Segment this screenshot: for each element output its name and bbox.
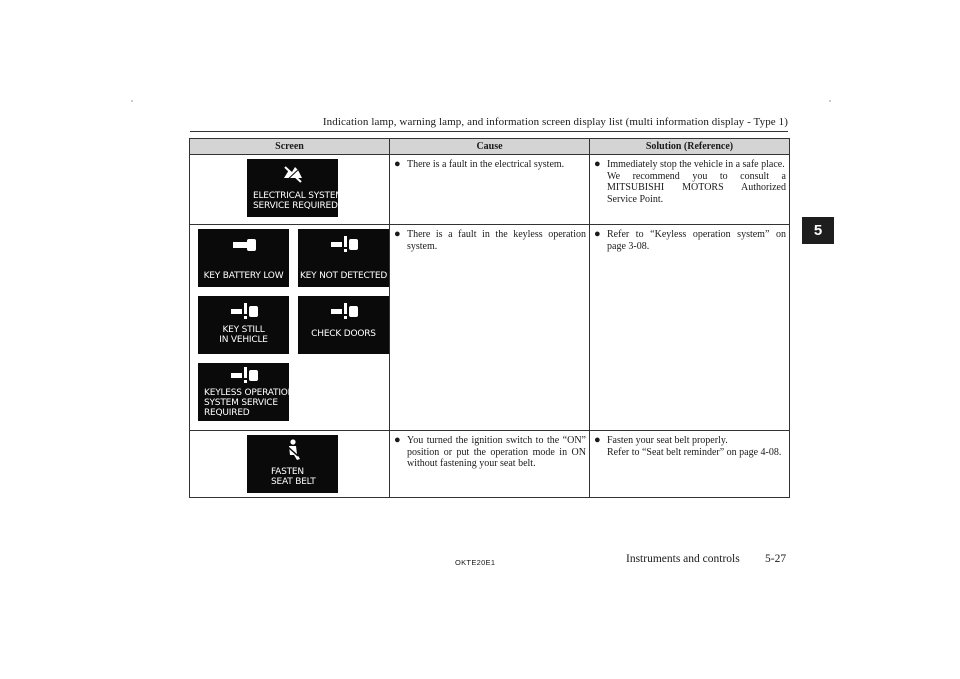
bullet-icon: ● (394, 434, 401, 446)
table-row (190, 225, 790, 431)
display-message: KEY BATTERY LOW (203, 271, 284, 281)
list-item: ● Refer to “Keyless operation system” on page 3-08. (594, 228, 786, 252)
table-header-row (190, 139, 790, 155)
seat-belt-icon (285, 439, 301, 461)
display-check-doors (298, 296, 389, 354)
key-warning-icon (230, 302, 260, 320)
solution-cell (590, 155, 790, 225)
display-fasten-seat-belt (247, 435, 338, 493)
chapter-tab: 5 (802, 217, 834, 244)
display-grid (194, 229, 386, 426)
running-head: Indication lamp, warning lamp, and information screen display list (multi information display - Type 1) (322, 116, 788, 128)
list-item: ● You turned the ignition switch to the “ON” position or put the operation mode in ON without fastening your seat belt. (394, 434, 586, 469)
display-message: ELECTRICAL SYSTEM SERVICE REQUIRED (253, 191, 343, 211)
page-number: 5-27 (765, 553, 787, 565)
bullet-icon: ● (594, 434, 601, 446)
column-header-solution: Solution (Reference) (590, 139, 790, 155)
cause-cell (390, 155, 590, 225)
bullet-icon: ● (594, 158, 601, 170)
display-message: KEY STILL IN VEHICLE (219, 325, 268, 345)
display-electrical-system (247, 159, 343, 217)
display-keyless-operation-service (198, 363, 295, 421)
display-list-table (189, 138, 790, 498)
document-code: OKTE20E1 (455, 558, 496, 567)
solution-cell (590, 225, 790, 431)
list-item: ● There is a fault in the electrical system. (394, 158, 565, 170)
display-key-still-in-vehicle (198, 296, 289, 354)
display-key-not-detected (298, 229, 389, 287)
key-battery-icon (232, 237, 260, 253)
column-header-cause: Cause (390, 139, 590, 155)
bullet-icon: ● (594, 228, 601, 240)
table-row (190, 155, 790, 225)
electrical-system-warning-icon (281, 164, 305, 184)
display-message: KEY NOT DETECTED (299, 271, 388, 281)
display-message: FASTEN SEAT BELT (271, 467, 316, 487)
display-key-battery-low (198, 229, 289, 287)
bullet-icon: ● (394, 228, 401, 240)
crop-mark (131, 100, 133, 102)
screen-cell (190, 225, 390, 431)
screen-cell (190, 431, 390, 498)
bullet-icon: ● (394, 158, 401, 170)
section-title: Instruments and controls (626, 553, 740, 565)
list-item: ● There is a fault in the keyless operation system. (394, 228, 586, 252)
column-header-screen: Screen (190, 139, 390, 155)
key-warning-icon (230, 366, 260, 384)
cause-cell (390, 431, 590, 498)
key-warning-icon (330, 302, 360, 320)
screen-cell (190, 155, 390, 225)
solution-cell (590, 431, 790, 498)
display-message: CHECK DOORS (311, 329, 376, 339)
list-item: ● Fasten your seat belt properly. Refer to “Seat belt reminder” on page 4-08. (594, 434, 782, 458)
list-item: ● Immediately stop the vehicle in a safe place. We recommend you to consult a MITSUBISHI MOTORS Authorized Service Point. (594, 158, 786, 205)
cause-cell (390, 225, 590, 431)
display-message: KEYLESS OPERATION SYSTEM SERVICE REQUIRED (204, 388, 295, 418)
crop-mark (829, 100, 831, 102)
table-row (190, 431, 790, 498)
key-warning-icon (330, 235, 360, 253)
header-rule (190, 131, 788, 132)
